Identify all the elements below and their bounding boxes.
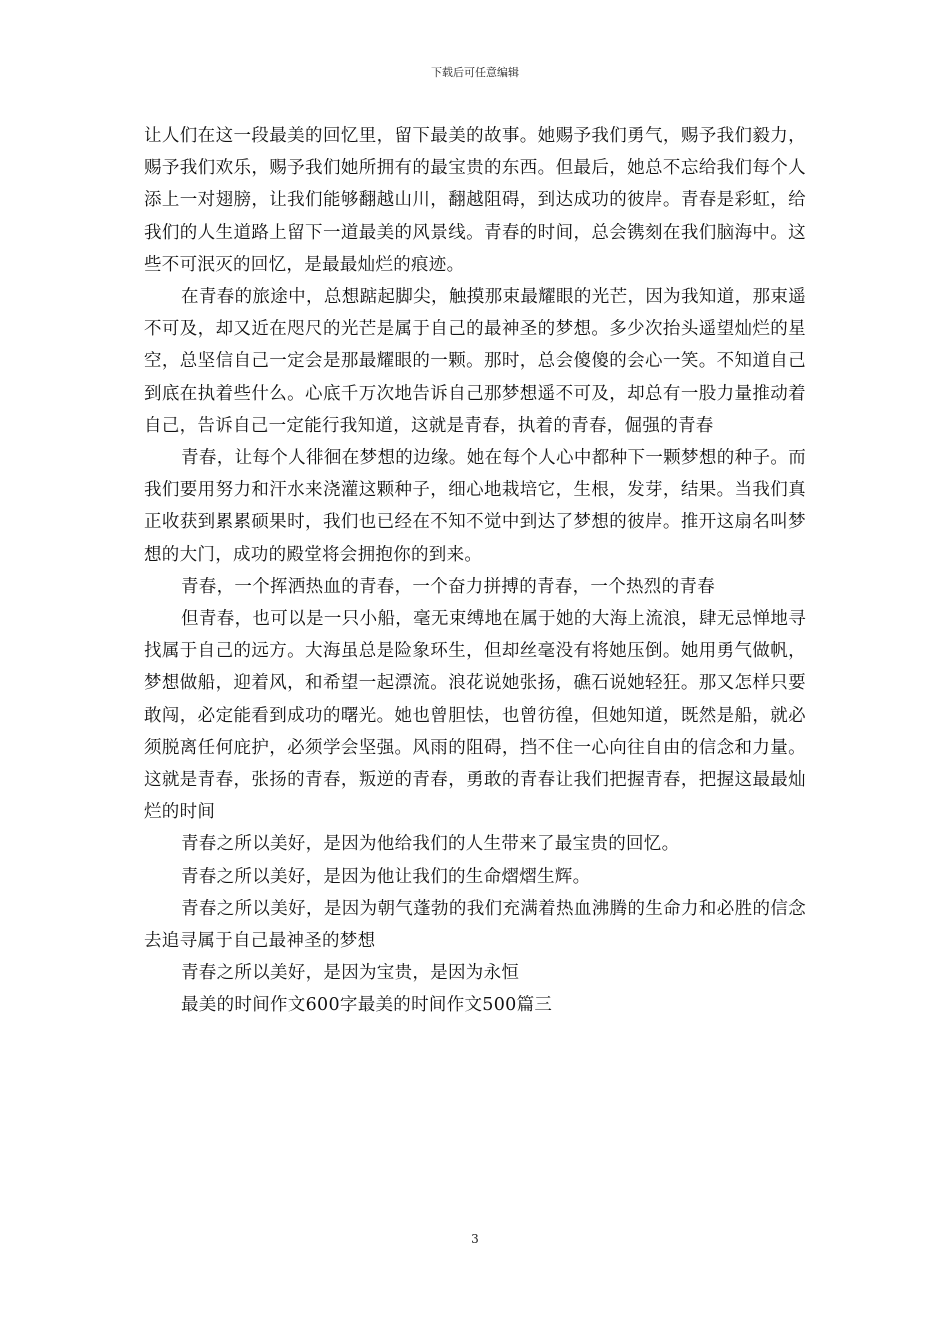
paragraph-8: 青春之所以美好，是因为朝气蓬勃的我们充满着热血沸腾的生命力和必胜的信念去追寻属于自己最神圣的梦想 bbox=[144, 898, 806, 952]
paragraph-9: 青春之所以美好，是因为宝贵，是因为永恒 bbox=[181, 963, 520, 984]
section-heading: 最美的时间作文600字最美的时间作文500篇三 bbox=[181, 995, 553, 1016]
document-body bbox=[144, 120, 806, 1022]
paragraph-4: 青春，一个挥洒热血的青春，一个奋力拼搏的青春，一个热烈的青春 bbox=[181, 576, 715, 597]
paragraph-1: 让人们在这一段最美的回忆里，留下最美的故事。她赐予我们勇气，赐予我们毅力，赐予我们欢乐，赐予我们她所拥有的最宝贵的东西。但最后，她总不忘给我们每个人添上一对翅膀，让我们能够翻越山川，翻越阻碍，到达成功的彼岸。青春是彩虹，给我们的人生道路上留下一道最美的风景线。青春的时间，总会镌刻在我们脑海中。这些不可泯灭的回忆，是最最灿烂的痕迹。 bbox=[144, 126, 806, 275]
paragraph-5: 但青春，也可以是一只小船，毫无束缚地在属于她的大海上流浪，肆无忌惮地寻找属于自己的远方。大海虽总是险象环生，但却丝毫没有将她压倒。她用勇气做帆，梦想做船，迎着风，和希望一起漂流。浪花说她张扬，礁石说她轻狂。那又怎样只要敢闯，必定能看到成功的曙光。她也曾胆怯，也曾彷徨，但她知道，既然是船，就必须脱离任何庇护，必须学会坚强。风雨的阻碍，挡不住一心向往自由的信念和力量。这就是青春，张扬的青春，叛逆的青春，勇敢的青春让我们把握青春，把握这最最灿烂的时间 bbox=[144, 609, 806, 823]
paragraph-6: 青春之所以美好，是因为他给我们的人生带来了最宝贵的回忆。 bbox=[181, 834, 680, 855]
page-number: 3 bbox=[471, 1232, 479, 1246]
page-header: 下载后可任意编辑 bbox=[431, 66, 519, 79]
paragraph-3: 青春，让每个人徘徊在梦想的边缘。她在每个人心中都种下一颗梦想的种子。而我们要用努力和汗水来浇灌这颗种子，细心地栽培它，生根，发芽，结果。当我们真正收获到累累硕果时，我们也已经在不知不觉中到达了梦想的彼岸。推开这扇名叫梦想的大门，成功的殿堂将会拥抱你的到来。 bbox=[144, 448, 806, 565]
paragraph-7: 青春之所以美好，是因为他让我们的生命熠熠生辉。 bbox=[181, 866, 591, 887]
paragraph-2: 在青春的旅途中，总想踮起脚尖，触摸那束最耀眼的光芒，因为我知道，那束遥不可及，却又近在咫尺的光芒是属于自己的最神圣的梦想。多少次抬头遥望灿烂的星空，总坚信自己一定会是那最耀眼的一颗。那时，总会傻傻的会心一笑。不知道自己到底在执着些什么。心底千万次地告诉自己那梦想遥不可及，却总有一股力量推动着自己，告诉自己一定能行我知道，这就是青春，执着的青春，倔强的青春 bbox=[144, 287, 806, 436]
